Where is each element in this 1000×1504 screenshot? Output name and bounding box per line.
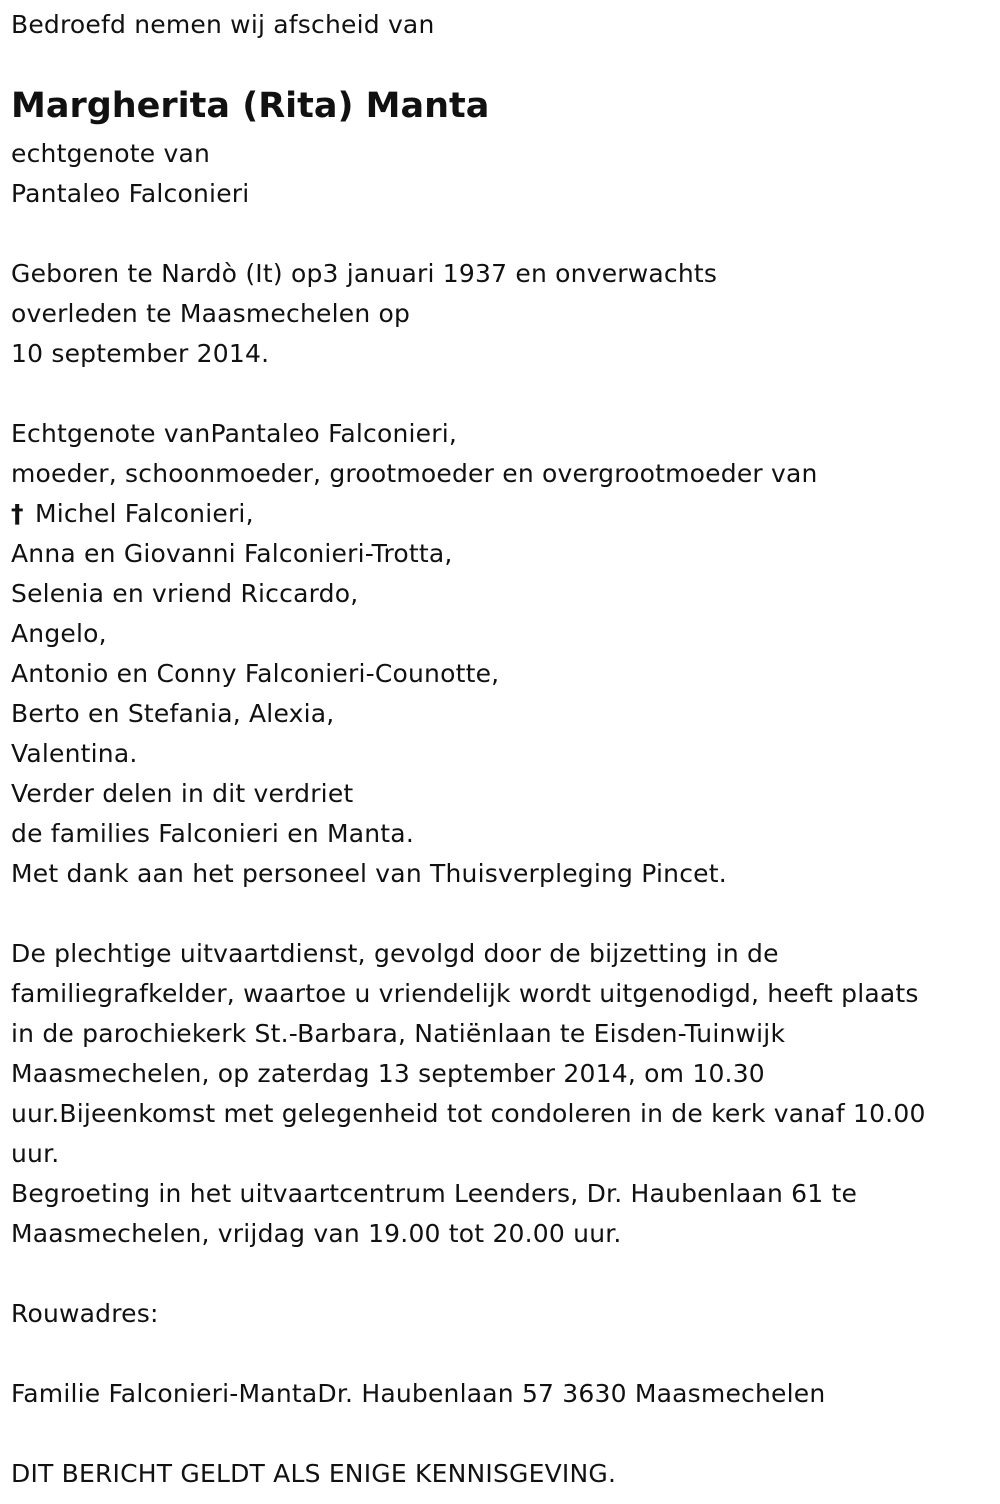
birth-death-line: overleden te Maasmechelen op	[11, 299, 411, 328]
spouse-section	[11, 134, 249, 214]
family-line: Verder delen in dit verdriet	[11, 779, 354, 808]
family-line: Antonio en Conny Falconieri-Counotte,	[11, 659, 500, 688]
family-line: Berto en Stefania, Alexia,	[11, 699, 335, 728]
address-label: Rouwadres:	[11, 1299, 159, 1328]
family-line: Anna en Giovanni Falconieri-Trotta,	[11, 539, 453, 568]
family-member-name: Michel Falconieri,	[35, 499, 254, 528]
cross-icon: †	[11, 499, 24, 528]
service-line: Maasmechelen, vrijdag van 19.00 tot 20.00 uur.	[11, 1219, 622, 1248]
deceased-name: Margherita (Rita) Manta	[11, 86, 490, 126]
service-line: Maasmechelen, op zaterdag 13 september 2014, om 10.30	[11, 1059, 765, 1088]
birth-death-line: 10 september 2014.	[11, 339, 270, 368]
family-line: Echtgenote vanPantaleo Falconieri,	[11, 419, 458, 448]
service-line: De plechtige uitvaartdienst, gevolgd door de bijzetting in de	[11, 939, 779, 968]
intro-text: Bedroefd nemen wij afscheid van	[11, 10, 435, 39]
service-line: Begroeting in het uitvaartcentrum Leenders, Dr. Haubenlaan 61 te	[11, 1179, 858, 1208]
family-section	[11, 414, 818, 894]
service-line: uur.Bijeenkomst met gelegenheid tot condoleren in de kerk vanaf 10.00	[11, 1099, 926, 1128]
notice-statement: DIT BERICHT GELDT ALS ENIGE KENNISGEVING.	[11, 1459, 617, 1488]
family-line: Selenia en vriend Riccardo,	[11, 579, 359, 608]
family-line: Angelo,	[11, 619, 107, 648]
family-line: Valentina.	[11, 739, 138, 768]
mourning-address: Familie Falconieri-MantaDr. Haubenlaan 57 3630 Maasmechelen	[11, 1379, 826, 1408]
family-line: Met dank aan het personeel van Thuisverpleging Pincet.	[11, 859, 727, 888]
service-line: in de parochiekerk St.-Barbara, Natiënlaan te Eisden-Tuinwijk	[11, 1019, 786, 1048]
family-line: de families Falconieri en Manta.	[11, 819, 414, 848]
spouse-line: Pantaleo Falconieri	[11, 179, 250, 208]
service-section	[11, 934, 926, 1254]
birth-death-section	[11, 254, 717, 374]
family-line: moeder, schoonmoeder, grootmoeder en overgrootmoeder van	[11, 459, 818, 488]
service-line: uur.	[11, 1139, 60, 1168]
spouse-line: echtgenote van	[11, 139, 211, 168]
birth-death-line: Geboren te Nardò (It) op3 januari 1937 en onverwachts	[11, 259, 718, 288]
family-line-deceased-son	[11, 494, 818, 534]
service-line: familiegrafkelder, waartoe u vriendelijk wordt uitgenodigd, heeft plaats	[11, 979, 919, 1008]
